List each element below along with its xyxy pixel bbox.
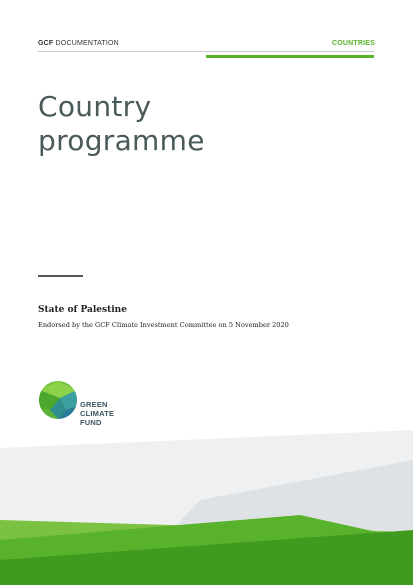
logo-line-2: CLIMATE — [80, 409, 115, 418]
header-divider — [38, 51, 374, 52]
logo-line-3: FUND — [80, 418, 102, 427]
header-documentation: DOCUMENTATION — [55, 40, 119, 47]
header-doc-label — [38, 40, 119, 47]
title-divider — [38, 275, 83, 277]
endorsement-text: Endorsed by the GCF Climate Investment Committee on 5 November 2020 — [38, 321, 289, 329]
background-shapes — [0, 420, 413, 585]
header-prefix: GCF — [38, 40, 54, 47]
header-section: COUNTRIES — [331, 40, 375, 47]
page-title — [38, 90, 358, 158]
country-name: State of Palestine — [38, 305, 127, 315]
title-line-2: programme — [38, 124, 205, 157]
logo-line-1: GREEN — [80, 400, 108, 409]
title-line-1: Country — [38, 90, 152, 123]
gcf-logo-text — [80, 400, 114, 427]
header-accent-bar — [206, 55, 374, 58]
